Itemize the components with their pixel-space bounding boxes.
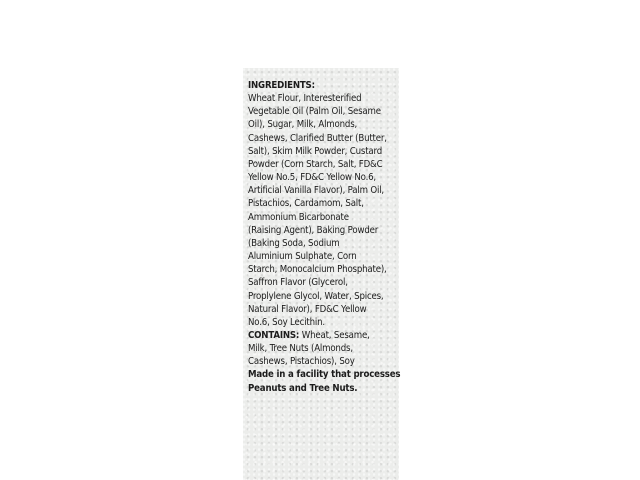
contains-line: Milk, Tree Nuts (Almonds, xyxy=(248,343,353,355)
ingredients-line: Starch, Monocalcium Phosphate), xyxy=(248,264,387,276)
ingredients-text-block xyxy=(248,79,401,395)
ingredients-line: Saffron Flavor (Glycerol, xyxy=(248,277,348,289)
ingredients-line: Artificial Vanilla Flavor), Palm Oil, xyxy=(248,185,384,197)
ingredients-line: Natural Flavor), FD&C Yellow xyxy=(248,303,367,315)
ingredients-heading: INGREDIENTS: xyxy=(248,80,315,91)
ingredients-line: Salt), Skim Milk Powder, Custard xyxy=(248,145,383,157)
contains-line xyxy=(248,329,395,342)
ingredients-line: Ammonium Bicarbonate xyxy=(248,211,349,223)
ingredients-line: (Raising Agent), Baking Powder xyxy=(248,224,379,236)
ingredients-line: Powder (Corn Starch, Salt, FD&C xyxy=(248,158,383,170)
ingredients-line: Proplylene Glycol, Water, Spices, xyxy=(248,290,384,302)
ingredients-line: Pistachios, Cardamom, Salt, xyxy=(248,198,364,210)
contains-line: Cashews, Pistachios), Soy xyxy=(248,356,355,368)
facility-warning-line: Made in a facility that processes xyxy=(248,369,401,381)
ingredients-line: No.6, Soy Lecithin. xyxy=(248,316,325,328)
ingredients-line: Cashews, Clarified Butter (Butter, xyxy=(248,132,387,144)
ingredients-line: Aluminium Sulphate, Corn xyxy=(248,251,357,263)
contains-text: Wheat, Sesame, xyxy=(299,329,370,341)
ingredients-line: (Baking Soda, Sodium xyxy=(248,237,340,249)
ingredients-line: Vegetable Oil (Palm Oil, Sesame xyxy=(248,106,381,118)
ingredients-line: Yellow No.5, FD&C Yellow No.6, xyxy=(248,172,376,184)
facility-warning-line: Peanuts and Tree Nuts. xyxy=(248,382,358,394)
contains-label: CONTAINS: xyxy=(248,329,300,341)
ingredients-line: Wheat Flour, Interesterified xyxy=(248,93,362,105)
ingredients-line: Oil), Sugar, Milk, Almonds, xyxy=(248,119,358,131)
ingredients-label-panel xyxy=(243,68,399,480)
